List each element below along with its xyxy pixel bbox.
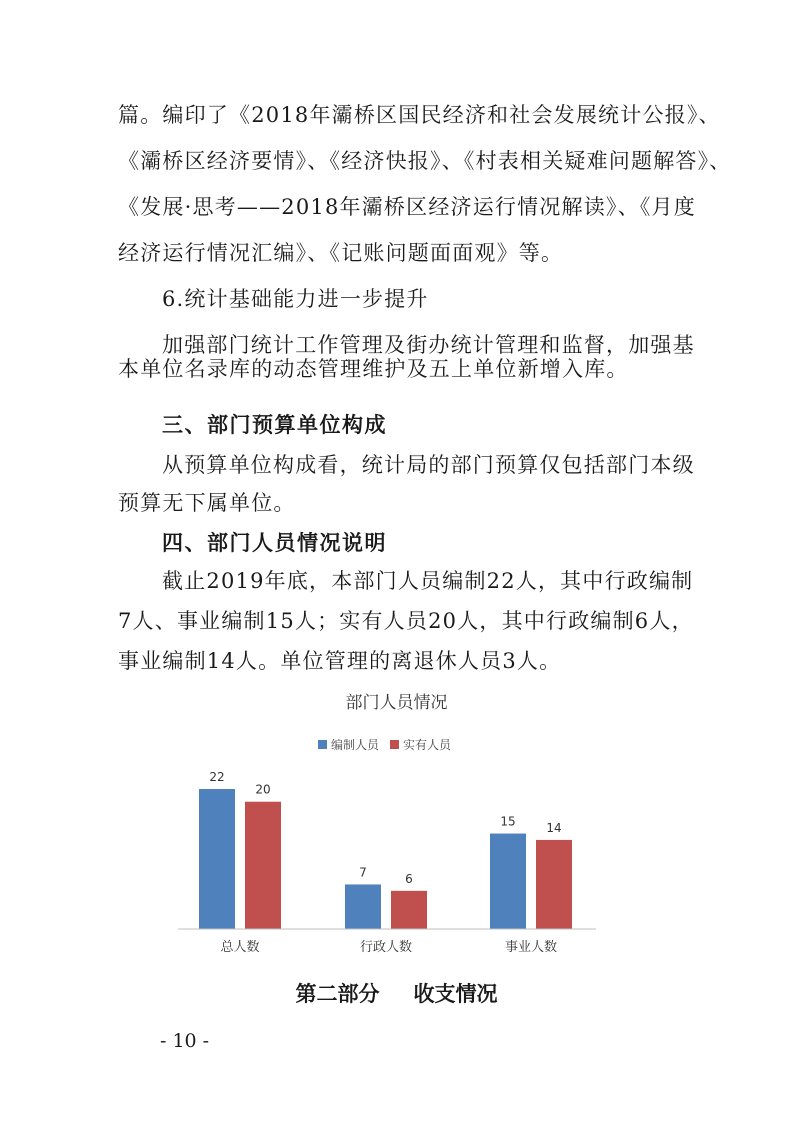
part-title [0,978,793,1008]
paragraph-line: 截止2019年底，本部门人员编制22人，其中行政编制 [162,569,694,593]
bar [490,834,526,929]
section-heading: 四、部门人员情况说明 [162,531,387,555]
legend-label: 编制人员 [331,738,380,752]
section-heading: 三、部门预算单位构成 [162,413,387,437]
x-tick-label: 总人数 [220,940,260,955]
legend-label: 实有人员 [403,738,452,752]
chart-title: 部门人员情况 [345,693,448,713]
data-label: 14 [546,820,562,835]
paragraph-line: 篇。编印了《2018年灞桥区国民经济和社会发展统计公报》、 [118,103,721,127]
paragraph-line: 加强部门统计工作管理及街办统计管理和监督，加强基 [162,333,695,357]
part-title-number: 第二部分 [295,982,380,1006]
page-number: - 10 - [160,1030,210,1052]
bar [199,789,235,929]
data-label: 20 [255,782,271,797]
data-label: 7 [359,865,367,880]
paragraph-line: 预算无下属单位。 [118,491,296,515]
paragraph-line: 《灞桥区经济要情》、《经济快报》、《村表相关疑难问题解答》、 [118,149,732,173]
data-label: 15 [500,814,516,829]
bar [536,840,572,929]
legend-swatch [318,740,327,749]
bar [391,891,427,929]
paragraph-line: 7人、事业编制15人；实有人员20人，其中行政编制6人， [118,609,694,633]
paragraph-line: 本单位名录库的动态管理维护及五上单位新增入库。 [118,357,629,381]
paragraph-line: 从预算单位构成看，统计局的部门预算仅包括部门本级 [162,453,695,477]
part-title-text: 收支情况 [413,982,498,1006]
paragraph-line: 事业编制14人。单位管理的离退休人员3人。 [118,649,562,673]
bar [245,802,281,929]
legend-swatch [390,740,399,749]
data-label: 22 [209,770,225,784]
item-title: 6.统计基础能力进一步提升 [162,287,429,311]
bar [345,884,381,929]
x-tick-label: 事业人数 [504,940,558,955]
paragraph-line: 《发展·思考——2018年灞桥区经济运行情况解读》、《月度 [118,195,696,219]
paragraph-line: 经济运行情况汇编》、《记账问题面面观》等。 [118,241,564,265]
data-label: 6 [405,871,413,886]
x-tick-label: 行政人数 [359,940,413,955]
